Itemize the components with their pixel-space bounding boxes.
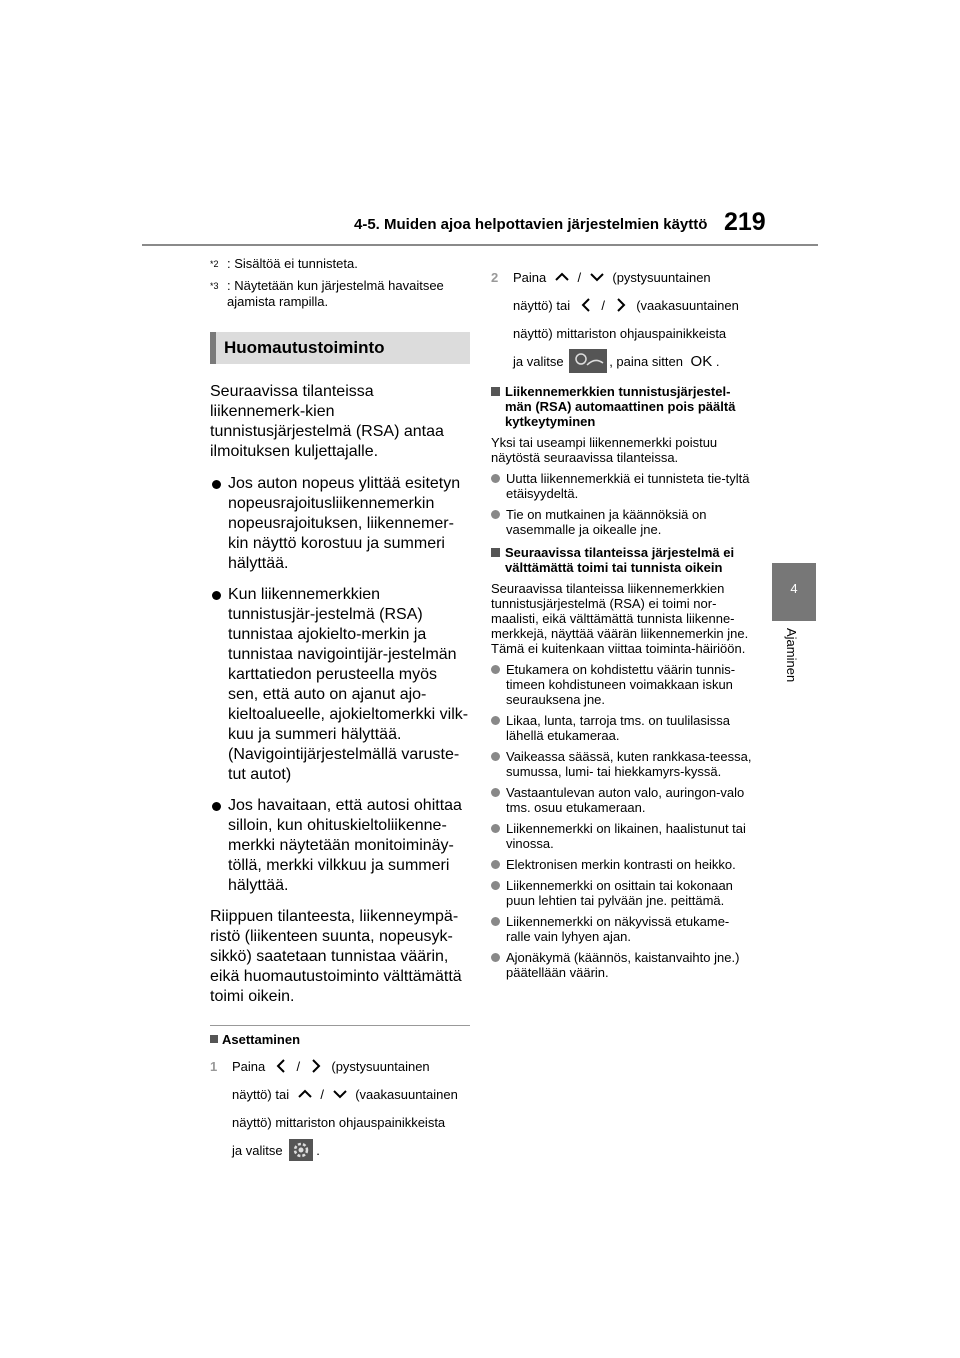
step-text: / <box>320 1087 324 1102</box>
ok-button-icon: OK <box>690 353 713 370</box>
bullet-item <box>210 474 470 574</box>
chapter-tab-number: 4 <box>790 581 798 596</box>
header-divider <box>142 244 818 246</box>
bullet-icon <box>491 788 500 797</box>
page-number: 219 <box>724 208 766 236</box>
bullet-text: Liikennemerkki on näkyvissä etukame-ralle vain lyhyen ajan. <box>506 914 730 944</box>
closing-paragraph: Riippuen tilanteesta, liikenneympä-ristö (liikenteen suunta, nopeusyk-sikkö) saatetaan tunnistaa väärin, eikä huomautustoiminto välttämättä toimi oikein. <box>210 908 462 1005</box>
step-text: näyttö) tai <box>232 1087 290 1102</box>
chevron-down-icon <box>332 1086 348 1102</box>
footnote <box>210 256 470 272</box>
step-1 <box>210 1053 470 1165</box>
bullet-item <box>491 878 753 908</box>
rsa-sign-icon <box>569 349 607 373</box>
step-text: ja valitse <box>232 1143 283 1158</box>
bullet-item <box>491 950 753 980</box>
bullet-item <box>491 471 753 501</box>
chevron-right-icon <box>613 297 629 313</box>
chapter-tab-label: Ajaminen <box>784 628 799 683</box>
bullet-item <box>491 821 753 851</box>
bullet-icon <box>491 917 500 926</box>
step-text: / <box>577 270 582 285</box>
subheading-text: Seuraavissa tilanteissa järjestelmä ei välttämättä toimi tai tunnista oikein <box>505 545 735 575</box>
step-number: 1 <box>210 1059 218 1074</box>
bullet-text: Liikennemerkki on osittain tai kokonaan puun lehtien tai pylvään jne. peittämä. <box>506 878 733 908</box>
bullet-text: Tie on mutkainen ja käännöksiä on vasemmalle ja oikealle jne. <box>506 507 707 537</box>
bullet-icon <box>491 824 500 833</box>
section-heading: Huomautustoiminto <box>210 332 470 364</box>
subheading-text: Liikennemerkkien tunnistusjärjestel-män (RSA) automaattinen pois päältä kytkeytyminen <box>505 384 736 429</box>
bullet-item <box>210 585 470 785</box>
bullet-icon <box>491 665 500 674</box>
divider <box>210 1025 470 1026</box>
step-text: (vaakasuuntainen <box>355 1087 458 1102</box>
step-text: . <box>316 1143 320 1158</box>
bullet-icon <box>491 860 500 869</box>
settings-gear-icon <box>289 1139 313 1161</box>
bullet-item <box>491 749 753 779</box>
step-text: (pystysuuntainen <box>331 1059 430 1074</box>
chevron-down-icon <box>589 269 605 285</box>
bullet-icon <box>491 953 500 962</box>
bullet-text: Elektronisen merkin kontrasti on heikko. <box>506 857 736 872</box>
bullet-text: Etukamera on kohdistettu väärin tunnis-timeen kohdistuneen voimakkaan iskun seurauksena jne. <box>506 662 736 707</box>
step-text: (pystysuuntainen <box>612 270 711 285</box>
step-text: (vaakasuuntainen <box>636 298 739 313</box>
bullet-text: Uutta liikennemerkkiä ei tunnisteta tie-tyltä etäisyydeltä. <box>506 471 750 501</box>
step-text: ja valitse <box>513 354 564 369</box>
bullet-text: Ajonäkymä (käännös, kaistanvaihto jne.) päätellään väärin. <box>506 950 740 980</box>
section-paragraph: Yksi tai useampi liikennemerkki poistuu näytöstä seuraavissa tilanteissa. <box>491 435 718 465</box>
bullet-icon <box>491 510 500 519</box>
chevron-left-icon <box>273 1058 289 1074</box>
footnote-text: : Näytetään kun järjestelmä havaitsee ajamista rampilla. <box>227 278 444 309</box>
section-paragraph: Seuraavissa tilanteissa liikennemerkkien tunnistusjärjestelmä (RSA) ei toimi nor-maalisti, eikä välttämättä tunnista liikenne-merkkejä, näyttää väärän liikennemerkin jne. Tämä ei kuitenkaan viittaa toiminta-häiriöön. <box>491 581 749 656</box>
bullet-text: Jos auton nopeus ylittää esitetyn nopeusrajoitusliikennemerkin nopeusrajoituksen, liikennemer-kin näyttö korostuu ja summeri hälyttää. <box>228 475 461 572</box>
bullet-icon <box>212 591 221 600</box>
step-text: näyttö) tai <box>513 298 571 313</box>
bullet-item <box>491 857 753 872</box>
bullet-icon <box>491 881 500 890</box>
step-text: / <box>601 298 605 313</box>
bullet-text: Jos havaitaan, että autosi ohittaa silloin, kun ohituskieltoliikenne-merkki näytetään monitoiminäy-töllä, merkki vilkkuu ja summeri hälyttää. <box>228 797 462 894</box>
step-2 <box>491 264 753 376</box>
square-bullet-icon <box>491 548 500 557</box>
footnote-mark: *2 <box>210 259 219 269</box>
chevron-up-icon <box>554 269 570 285</box>
footnote-mark: *3 <box>210 281 219 291</box>
footnote <box>210 278 470 310</box>
section-subheading <box>491 384 753 429</box>
subheading-text: Asettaminen <box>222 1032 301 1047</box>
square-bullet-icon <box>210 1035 218 1043</box>
step-text: Paina <box>513 270 547 285</box>
bullet-icon <box>491 716 500 725</box>
chevron-right-icon <box>308 1058 324 1074</box>
chevron-up-icon <box>297 1086 313 1102</box>
bullet-icon <box>212 480 221 489</box>
bullet-icon <box>491 474 500 483</box>
square-bullet-icon <box>491 387 500 396</box>
intro-paragraph: Seuraavissa tilanteissa liikennemerk-kien tunnistusjärjestelmä (RSA) antaa ilmoituksen kuljettajalle. <box>210 383 444 460</box>
subheading <box>210 1032 470 1047</box>
left-column <box>210 256 470 1165</box>
step-text: . <box>715 354 720 369</box>
right-column <box>491 264 753 986</box>
bullet-item <box>491 662 753 707</box>
bullet-text: Vastaantulevan auton valo, auringon-valo tms. osuu etukameraan. <box>506 785 745 815</box>
footnote-text: : Sisältöä ei tunnisteta. <box>227 256 358 271</box>
step-number: 2 <box>491 270 499 285</box>
bullet-icon <box>212 802 221 811</box>
step-text: näyttö) mittariston ohjauspainikkeista <box>232 1115 446 1130</box>
chapter-title: 4-5. Muiden ajoa helpottavien järjestelmien käyttö <box>354 216 708 233</box>
bullet-item <box>210 796 470 896</box>
step-text: / <box>296 1059 301 1074</box>
bullet-item <box>491 507 753 537</box>
step-text: näyttö) mittariston ohjauspainikkeista <box>513 326 727 341</box>
bullet-text: Likaa, lunta, tarroja tms. on tuulilasissa lähellä etukameraa. <box>506 713 730 743</box>
bullet-text: Kun liikennemerkkien tunnistusjär-jestelmä (RSA) tunnistaa ajokielto-merkin ja tunnistaa navigointijär-jestelmän karttatiedon perusteella myös sen, että auto on ajanut ajo-kieltoalueelle, ajokieltomerkki vilk-kuu ja summeri hälyttää. (Navigointijärjestelmällä varuste-tut autot) <box>228 586 469 783</box>
bullet-item <box>491 914 753 944</box>
bullet-icon <box>491 752 500 761</box>
chapter-tab <box>772 563 816 621</box>
bullet-item <box>491 785 753 815</box>
bullet-item <box>491 713 753 743</box>
bullet-text: Liikennemerkki on likainen, haalistunut tai vinossa. <box>506 821 746 851</box>
chevron-left-icon <box>578 297 594 313</box>
bullet-text: Vaikeassa säässä, kuten rankkasa-teessa, sumussa, lumi- tai hiekkamyrs-kyssä. <box>506 749 752 779</box>
step-text: , paina sitten <box>609 354 683 369</box>
section-subheading <box>491 545 753 575</box>
step-text: Paina <box>232 1059 266 1074</box>
